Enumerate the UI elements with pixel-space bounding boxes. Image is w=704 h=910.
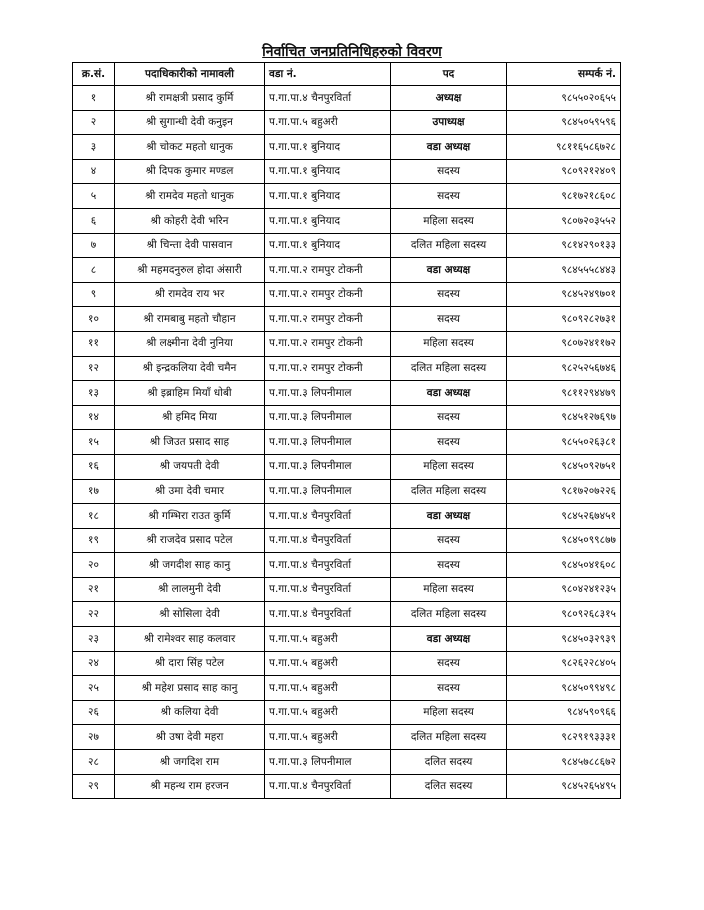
row-ward: प.गा.पा.१ बुनियाद xyxy=(265,184,391,209)
table-row xyxy=(73,700,621,725)
row-name: श्री जगदीश साह कानु xyxy=(115,553,265,578)
row-post: दलित महिला सदस्य xyxy=(391,356,507,381)
row-phone: ९८२६२२८४०५ xyxy=(507,651,621,676)
row-phone: ९८४५९०९६६ xyxy=(507,700,621,725)
row-ward: प.गा.पा.१ बुनियाद xyxy=(265,208,391,233)
table-row xyxy=(73,553,621,578)
row-phone: ९८४५०९९४९८ xyxy=(507,676,621,701)
table-row xyxy=(73,356,621,381)
row-phone: ९८४५२४९७०१ xyxy=(507,282,621,307)
row-serial-number: २९ xyxy=(73,774,115,799)
table-row xyxy=(73,110,621,135)
row-name: श्री उषा देवी महरा xyxy=(115,725,265,750)
row-serial-number: २० xyxy=(73,553,115,578)
row-ward: प.गा.पा.२ रामपुर टोकनी xyxy=(265,282,391,307)
row-ward: प.गा.पा.५ बहुअरी xyxy=(265,627,391,652)
row-phone: ९८४५७८८६७२ xyxy=(507,750,621,775)
row-post: सदस्य xyxy=(391,307,507,332)
row-serial-number: १६ xyxy=(73,454,115,479)
row-post: महिला सदस्य xyxy=(391,577,507,602)
row-name: श्री जगदिश राम xyxy=(115,750,265,775)
table-row xyxy=(73,405,621,430)
row-ward: प.गा.पा.५ बहुअरी xyxy=(265,676,391,701)
row-phone: ९८०७२०३५५२ xyxy=(507,208,621,233)
table-row xyxy=(73,135,621,160)
row-ward: प.गा.पा.२ रामपुर टोकनी xyxy=(265,258,391,283)
row-phone: ९८४५०९९८७७ xyxy=(507,528,621,553)
table-row xyxy=(73,454,621,479)
row-serial-number: २२ xyxy=(73,602,115,627)
row-ward: प.गा.पा.३ लिपनीमाल xyxy=(265,430,391,455)
table-row xyxy=(73,381,621,406)
row-post: उपाध्यक्ष xyxy=(391,110,507,135)
row-post: सदस्य xyxy=(391,159,507,184)
row-phone: ९८२९१९३३३१ xyxy=(507,725,621,750)
row-name: श्री लक्ष्मीना देवी नुनिया xyxy=(115,331,265,356)
row-post: दलित सदस्य xyxy=(391,750,507,775)
table-row xyxy=(73,233,621,258)
row-phone: ९८०९२१२४०९ xyxy=(507,159,621,184)
column-header-post: पद xyxy=(391,63,507,86)
row-name: श्री लालमुनी देवी xyxy=(115,577,265,602)
row-post: दलित महिला सदस्य xyxy=(391,725,507,750)
row-post: वडा अध्यक्ष xyxy=(391,135,507,160)
row-ward: प.गा.पा.२ रामपुर टोकनी xyxy=(265,331,391,356)
row-name: श्री उमा देवी चमार xyxy=(115,479,265,504)
page-title: निर्वाचित जनप्रतिनिधिहरुको विवरण xyxy=(262,44,442,60)
row-serial-number: ८ xyxy=(73,258,115,283)
row-post: वडा अध्यक्ष xyxy=(391,381,507,406)
row-post: दलित महिला सदस्य xyxy=(391,233,507,258)
row-ward: प.गा.पा.३ लिपनीमाल xyxy=(265,405,391,430)
row-post: सदस्य xyxy=(391,282,507,307)
column-header-phone: सम्पर्क नं. xyxy=(507,63,621,86)
table-row xyxy=(73,307,621,332)
table-row xyxy=(73,627,621,652)
row-phone: ९८११२९४४७९ xyxy=(507,381,621,406)
row-serial-number: १२ xyxy=(73,356,115,381)
row-phone: ९८१७२१८६०८ xyxy=(507,184,621,209)
row-phone: ९८५५०२६३८१ xyxy=(507,430,621,455)
table-row xyxy=(73,86,621,111)
row-phone: ९८४५०९२७५१ xyxy=(507,454,621,479)
table-row xyxy=(73,602,621,627)
row-name: श्री जिउत प्रसाद साह xyxy=(115,430,265,455)
table-row xyxy=(73,331,621,356)
row-phone: ९८०९२६८३१५ xyxy=(507,602,621,627)
row-phone: ९८०९२८२७३१ xyxy=(507,307,621,332)
row-ward: प.गा.पा.१ बुनियाद xyxy=(265,135,391,160)
row-ward: प.गा.पा.५ बहुअरी xyxy=(265,110,391,135)
row-ward: प.गा.पा.५ बहुअरी xyxy=(265,725,391,750)
row-name: श्री रामक्षत्री प्रसाद कुर्मि xyxy=(115,86,265,111)
table-row xyxy=(73,282,621,307)
row-phone: ९८११६५८६७२८ xyxy=(507,135,621,160)
table-row xyxy=(73,208,621,233)
row-post: महिला सदस्य xyxy=(391,331,507,356)
row-serial-number: १० xyxy=(73,307,115,332)
row-serial-number: १९ xyxy=(73,528,115,553)
row-post: महिला सदस्य xyxy=(391,454,507,479)
row-post: सदस्य xyxy=(391,528,507,553)
row-serial-number: ११ xyxy=(73,331,115,356)
row-post: वडा अध्यक्ष xyxy=(391,258,507,283)
row-serial-number: ९ xyxy=(73,282,115,307)
row-name: श्री कलिया देवी xyxy=(115,700,265,725)
row-phone: ९८४५०३२९३९ xyxy=(507,627,621,652)
row-post: सदस्य xyxy=(391,676,507,701)
row-serial-number: २८ xyxy=(73,750,115,775)
row-post: सदस्य xyxy=(391,430,507,455)
table-row xyxy=(73,504,621,529)
row-post: वडा अध्यक्ष xyxy=(391,627,507,652)
table-row xyxy=(73,159,621,184)
row-name: श्री महेश प्रसाद साह कानु xyxy=(115,676,265,701)
row-serial-number: २७ xyxy=(73,725,115,750)
row-serial-number: २ xyxy=(73,110,115,135)
table-row xyxy=(73,725,621,750)
table-row xyxy=(73,528,621,553)
row-serial-number: १५ xyxy=(73,430,115,455)
row-name: श्री चोकट महतो धानुक xyxy=(115,135,265,160)
row-name: श्री कोहरी देवी भरिन xyxy=(115,208,265,233)
row-serial-number: १७ xyxy=(73,479,115,504)
row-post: महिला सदस्य xyxy=(391,700,507,725)
row-ward: प.गा.पा.२ रामपुर टोकनी xyxy=(265,356,391,381)
row-ward: प.गा.पा.३ लिपनीमाल xyxy=(265,750,391,775)
row-ward: प.गा.पा.१ बुनियाद xyxy=(265,159,391,184)
column-header-name: पदाधिकारीको नामावली xyxy=(115,63,265,86)
row-post: वडा अध्यक्ष xyxy=(391,504,507,529)
row-post: अध्यक्ष xyxy=(391,86,507,111)
row-post: दलित सदस्य xyxy=(391,774,507,799)
row-name: श्री महन्थ राम हरजन xyxy=(115,774,265,799)
row-name: श्री रामदेव राय भर xyxy=(115,282,265,307)
row-phone: ९८४५०५९५९६ xyxy=(507,110,621,135)
row-ward: प.गा.पा.४ चैनपुरविर्ता xyxy=(265,602,391,627)
row-ward: प.गा.पा.४ चैनपुरविर्ता xyxy=(265,86,391,111)
row-name: श्री इन्द्रकलिया देवी चमैन xyxy=(115,356,265,381)
row-name: श्री चिन्ता देवी पासवान xyxy=(115,233,265,258)
row-serial-number: २४ xyxy=(73,651,115,676)
column-header-sn: क्र.सं. xyxy=(73,63,115,86)
row-phone: ९८४५२६५४९५ xyxy=(507,774,621,799)
row-phone: ९८४५०४१६०८ xyxy=(507,553,621,578)
row-name: श्री गम्भिरा राउत कुर्मि xyxy=(115,504,265,529)
row-serial-number: ७ xyxy=(73,233,115,258)
column-header-ward: वडा नं. xyxy=(265,63,391,86)
table-row xyxy=(73,651,621,676)
row-serial-number: १३ xyxy=(73,381,115,406)
row-phone: ९८५५०२०६५५ xyxy=(507,86,621,111)
row-post: सदस्य xyxy=(391,553,507,578)
row-serial-number: २५ xyxy=(73,676,115,701)
row-post: सदस्य xyxy=(391,651,507,676)
row-phone: ९८०४२४१२३५ xyxy=(507,577,621,602)
row-serial-number: ३ xyxy=(73,135,115,160)
table-row xyxy=(73,258,621,283)
row-post: महिला सदस्य xyxy=(391,208,507,233)
row-name: श्री रामदेव महतो धानुक xyxy=(115,184,265,209)
row-serial-number: ५ xyxy=(73,184,115,209)
row-ward: प.गा.पा.४ चैनपुरविर्ता xyxy=(265,553,391,578)
row-ward: प.गा.पा.४ चैनपुरविर्ता xyxy=(265,528,391,553)
row-phone: ९८१४२९०१३३ xyxy=(507,233,621,258)
row-serial-number: २१ xyxy=(73,577,115,602)
row-ward: प.गा.पा.४ चैनपुरविर्ता xyxy=(265,577,391,602)
representatives-table xyxy=(72,62,621,799)
row-ward: प.गा.पा.२ रामपुर टोकनी xyxy=(265,307,391,332)
table-row xyxy=(73,430,621,455)
row-name: श्री जयपती देवी xyxy=(115,454,265,479)
table-row xyxy=(73,774,621,799)
row-ward: प.गा.पा.१ बुनियाद xyxy=(265,233,391,258)
row-phone: ९८४५५५८४४३ xyxy=(507,258,621,283)
row-ward: प.गा.पा.५ बहुअरी xyxy=(265,651,391,676)
row-phone: ९८४५१२७६९७ xyxy=(507,405,621,430)
row-post: दलित महिला सदस्य xyxy=(391,479,507,504)
row-name: श्री इब्राहिम मियाँ धोबी xyxy=(115,381,265,406)
table-row xyxy=(73,676,621,701)
row-name: श्री रामबाबु महतो चौहान xyxy=(115,307,265,332)
row-name: श्री सोसिला देवी xyxy=(115,602,265,627)
row-phone: ९८२५२५६७४६ xyxy=(507,356,621,381)
table-row xyxy=(73,184,621,209)
table-row xyxy=(73,750,621,775)
row-name: श्री रामेश्वर साह कलवार xyxy=(115,627,265,652)
table-row xyxy=(73,577,621,602)
table-body xyxy=(73,86,621,799)
table-header-row xyxy=(73,63,621,86)
row-serial-number: ४ xyxy=(73,159,115,184)
row-post: सदस्य xyxy=(391,184,507,209)
table-row xyxy=(73,479,621,504)
row-name: श्री दिपक कुमार मण्डल xyxy=(115,159,265,184)
row-ward: प.गा.पा.५ बहुअरी xyxy=(265,700,391,725)
row-ward: प.गा.पा.४ चैनपुरविर्ता xyxy=(265,504,391,529)
row-phone: ९८१७२०७२२६ xyxy=(507,479,621,504)
row-ward: प.गा.पा.३ लिपनीमाल xyxy=(265,381,391,406)
row-name: श्री राजदेव प्रसाद पटेल xyxy=(115,528,265,553)
row-ward: प.गा.पा.३ लिपनीमाल xyxy=(265,454,391,479)
row-post: दलित महिला सदस्य xyxy=(391,602,507,627)
row-ward: प.गा.पा.३ लिपनीमाल xyxy=(265,479,391,504)
row-serial-number: १८ xyxy=(73,504,115,529)
row-ward: प.गा.पा.४ चैनपुरविर्ता xyxy=(265,774,391,799)
row-name: श्री दारा सिंह पटेल xyxy=(115,651,265,676)
row-name: श्री हमिद मिया xyxy=(115,405,265,430)
row-phone: ९८०७२४११७२ xyxy=(507,331,621,356)
row-serial-number: १ xyxy=(73,86,115,111)
row-serial-number: १४ xyxy=(73,405,115,430)
row-serial-number: ६ xyxy=(73,208,115,233)
row-name: श्री महमदनुरुल होदा अंसारी xyxy=(115,258,265,283)
row-phone: ९८४५२६७४५१ xyxy=(507,504,621,529)
row-name: श्री सुगान्धी देवी कनुइन xyxy=(115,110,265,135)
row-post: सदस्य xyxy=(391,405,507,430)
row-serial-number: २६ xyxy=(73,700,115,725)
row-serial-number: २३ xyxy=(73,627,115,652)
